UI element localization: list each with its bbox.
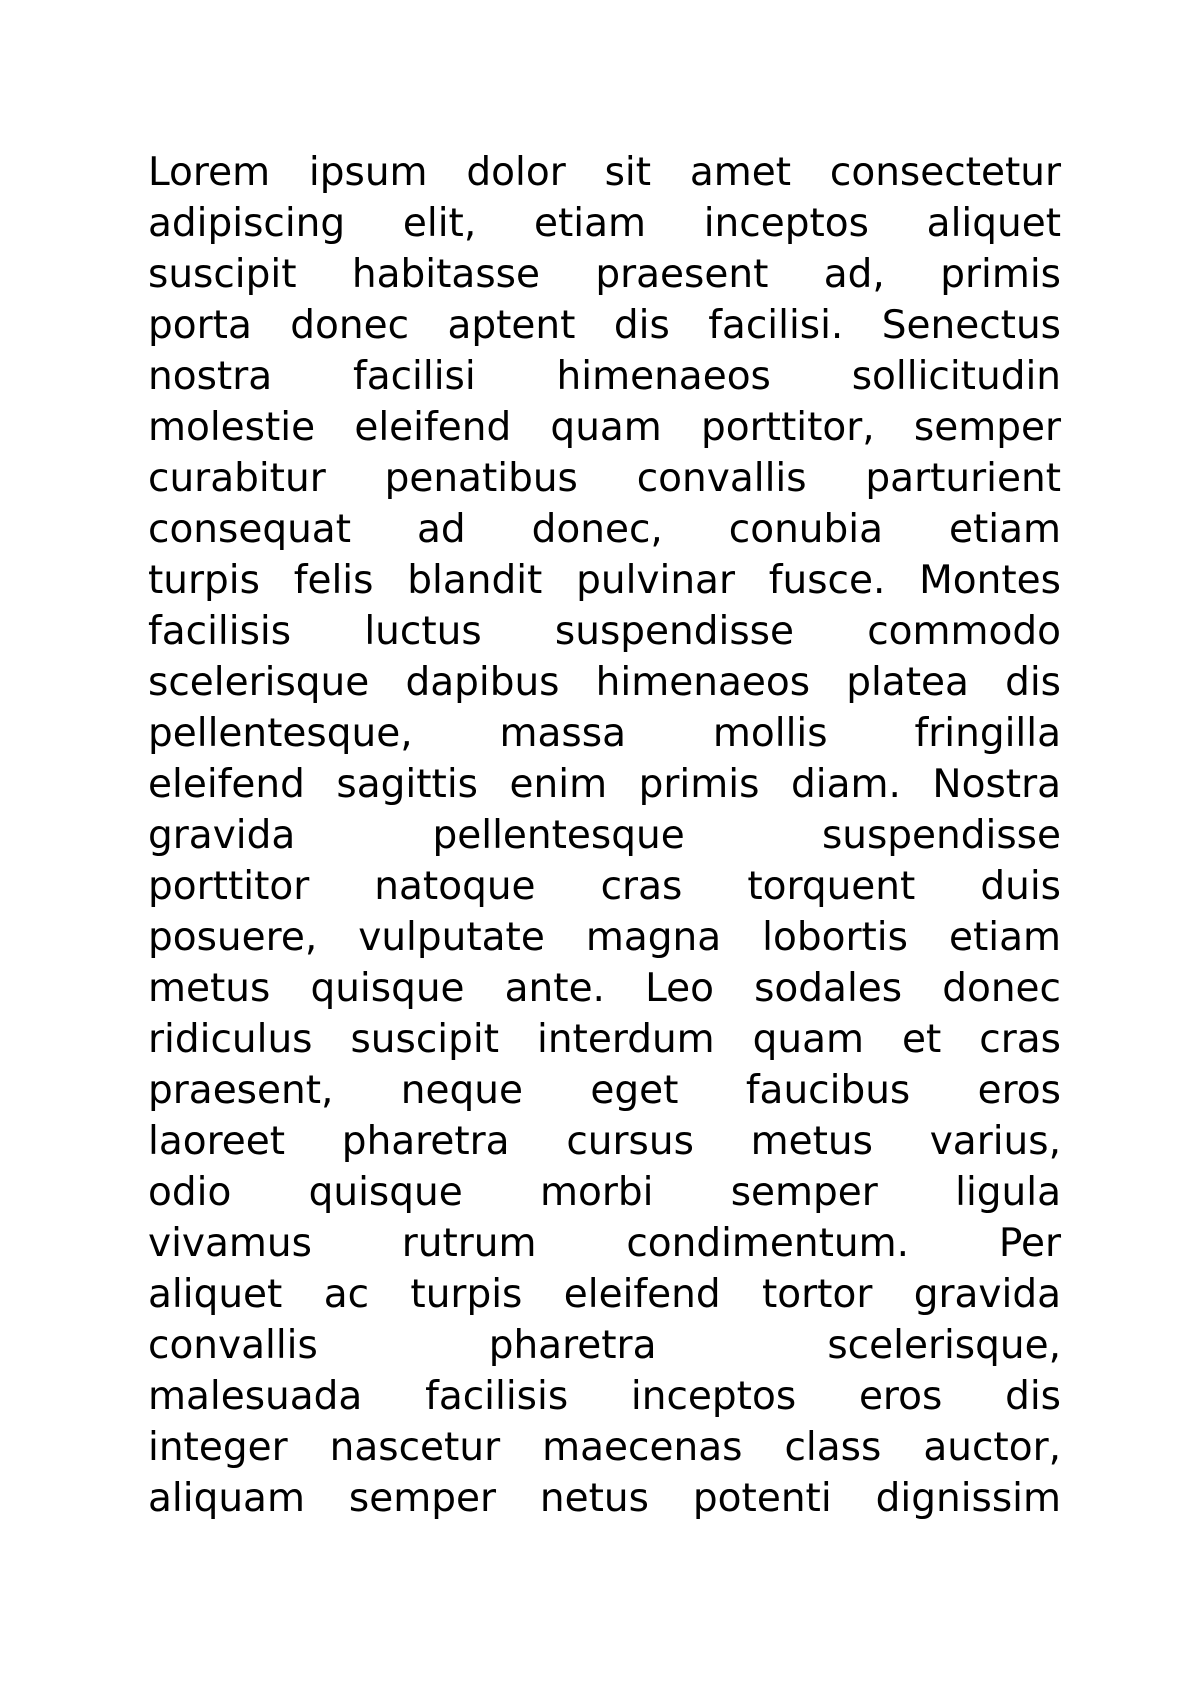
paragraph-line: gravida pellentesque suspendisse <box>148 813 1061 858</box>
paragraph-line: nostra facilisi himenaeos sollicitudin <box>148 354 1061 399</box>
paragraph-line: malesuada facilisis inceptos eros dis <box>148 1374 1061 1419</box>
paragraph-line: porta donec aptent dis facilisi. Senectus <box>148 303 1061 348</box>
paragraph-line: molestie eleifend quam porttitor, semper <box>148 405 1061 450</box>
paragraph-line: suscipit habitasse praesent ad, primis <box>148 252 1061 297</box>
paragraph-line: adipiscing elit, etiam inceptos aliquet <box>148 201 1061 246</box>
paragraph-line: praesent, neque eget faucibus eros <box>148 1068 1061 1113</box>
paragraph-line: posuere, vulputate magna lobortis etiam <box>148 915 1061 960</box>
paragraph-line: consequat ad donec, conubia etiam <box>148 507 1061 552</box>
paragraph-line: vivamus rutrum condimentum. Per <box>148 1221 1061 1266</box>
paragraph-line: curabitur penatibus convallis parturient <box>148 456 1061 501</box>
paragraph-line: porttitor natoque cras torquent duis <box>148 864 1061 909</box>
body-paragraph <box>148 147 1061 1524</box>
paragraph-line: ridiculus suscipit interdum quam et cras <box>148 1017 1061 1062</box>
paragraph-line: metus quisque ante. Leo sodales donec <box>148 966 1061 1011</box>
paragraph-line: convallis pharetra scelerisque, <box>148 1323 1061 1368</box>
paragraph-line: facilisis luctus suspendisse commodo <box>148 609 1061 654</box>
paragraph-line: laoreet pharetra cursus metus varius, <box>148 1119 1061 1164</box>
paragraph-line: scelerisque dapibus himenaeos platea dis <box>148 660 1061 705</box>
paragraph-line: pellentesque, massa mollis fringilla <box>148 711 1061 756</box>
paragraph-line: odio quisque morbi semper ligula <box>148 1170 1061 1215</box>
paragraph-line: aliquam semper netus potenti dignissim <box>148 1476 1061 1521</box>
paragraph-line: aliquet ac turpis eleifend tortor gravida <box>148 1272 1061 1317</box>
paragraph-line: eleifend sagittis enim primis diam. Nostra <box>148 762 1061 807</box>
paragraph-line: turpis felis blandit pulvinar fusce. Montes <box>148 558 1061 603</box>
paragraph-line: integer nascetur maecenas class auctor, <box>148 1425 1061 1470</box>
paragraph-line: Lorem ipsum dolor sit amet consectetur <box>148 150 1061 195</box>
